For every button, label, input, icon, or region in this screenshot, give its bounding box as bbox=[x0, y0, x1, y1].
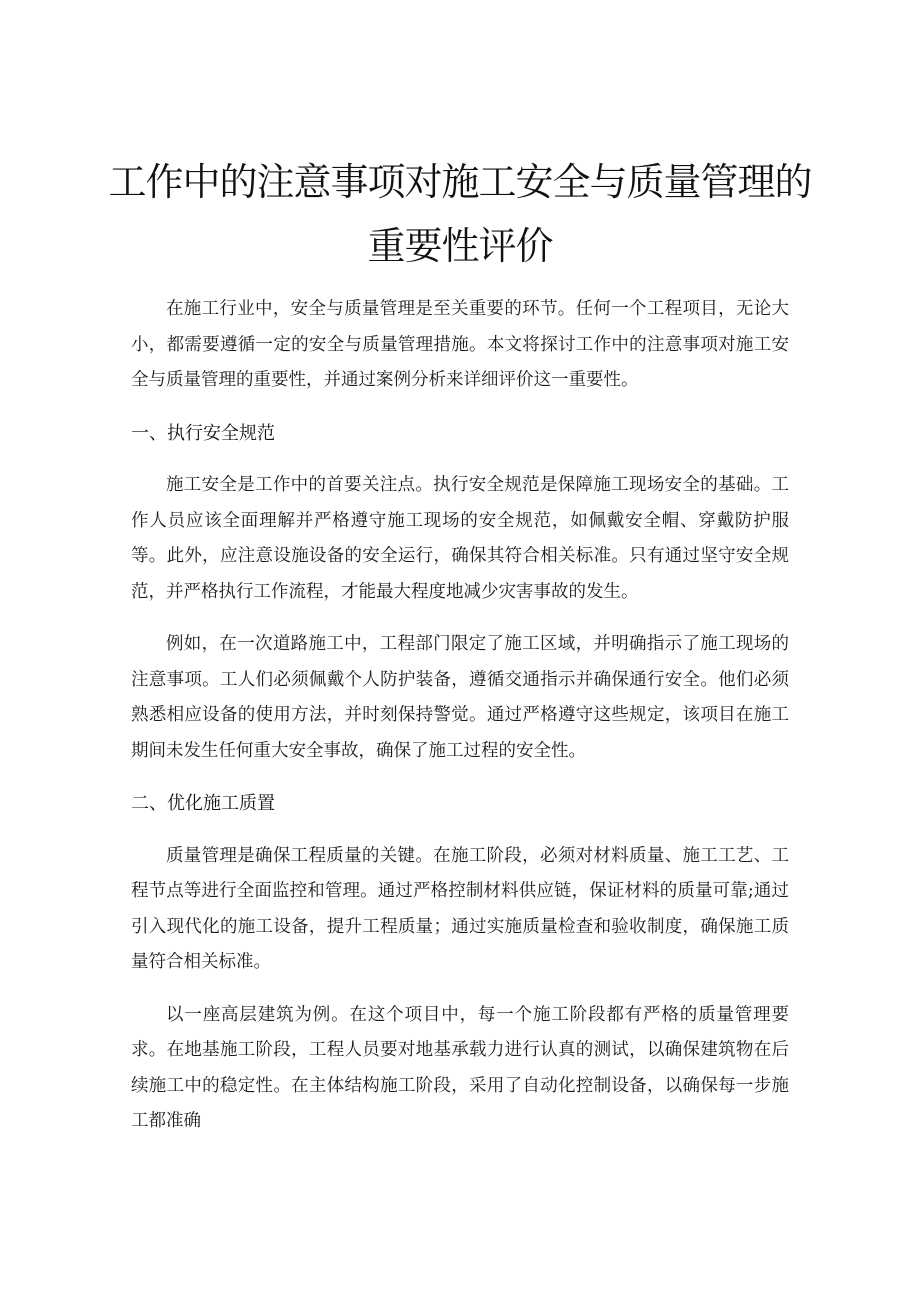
section-heading-quality: 二、优化施工质置 bbox=[131, 793, 275, 814]
document-title-line-2: 重要性评价 bbox=[367, 224, 553, 268]
document-body bbox=[131, 292, 789, 1157]
quality-paragraph-2: 以一座高层建筑为例。在这个项目中，每一个施工阶段都有严格的质量管理要求。在地基施工阶段，工程人员要对地基承载力进行认真的测试，以确保建筑物在后续施工中的稳定性。在主体结构施工阶段，采用了自动化控制设备，以确保每一步施工都准确 bbox=[131, 1004, 789, 1131]
safety-paragraph-2: 例如，在一次道路施工中，工程部门限定了施工区域，并明确指示了施工现场的注意事项。工人们必须佩戴个人防护装备，遵循交通指示并确保通行安全。他们必须熟悉相应设备的使用方法，并时刻保持警觉。通过严格遵守这些规定，该项目在施工期间未发生任何重大安全事故，确保了施工过程的安全性。 bbox=[131, 634, 789, 761]
quality-paragraph-1: 质量管理是确保工程质量的关键。在施工阶段，必须对材料质量、施工工艺、工程节点等进行全面监控和管理。通过严格控制材料供应链，保证材料的质量可靠;通过引入现代化的施工设备，提升工程质量；通过实施质量检查和验收制度，确保施工质量符合相关标准。 bbox=[131, 845, 789, 972]
safety-paragraph-1: 施工安全是工作中的首要关注点。执行安全规范是保障施工现场安全的基础。工作人员应该全面理解并严格遵守施工现场的安全规范，如佩戴安全帽、穿戴防护服等。此外，应注意设施设备的安全运行，确保其符合相关标准。只有通过坚守安全规范，并严格执行工作流程，才能最大程度地减少灾害事故的发生。 bbox=[131, 475, 789, 602]
document-title-line-1: 工作中的注意事项对施工安全与质量管理的 bbox=[108, 160, 812, 204]
intro-paragraph: 在施工行业中，安全与质量管理是至关重要的环节。任何一个工程项目，无论大小，都需要遵循一定的安全与质量管理措施。本文将探讨工作中的注意事项对施工安全与质量管理的重要性，并通过案例分析来详细评价这一重要性。 bbox=[131, 299, 789, 390]
section-heading-safety: 一、执行安全规范 bbox=[131, 422, 275, 444]
